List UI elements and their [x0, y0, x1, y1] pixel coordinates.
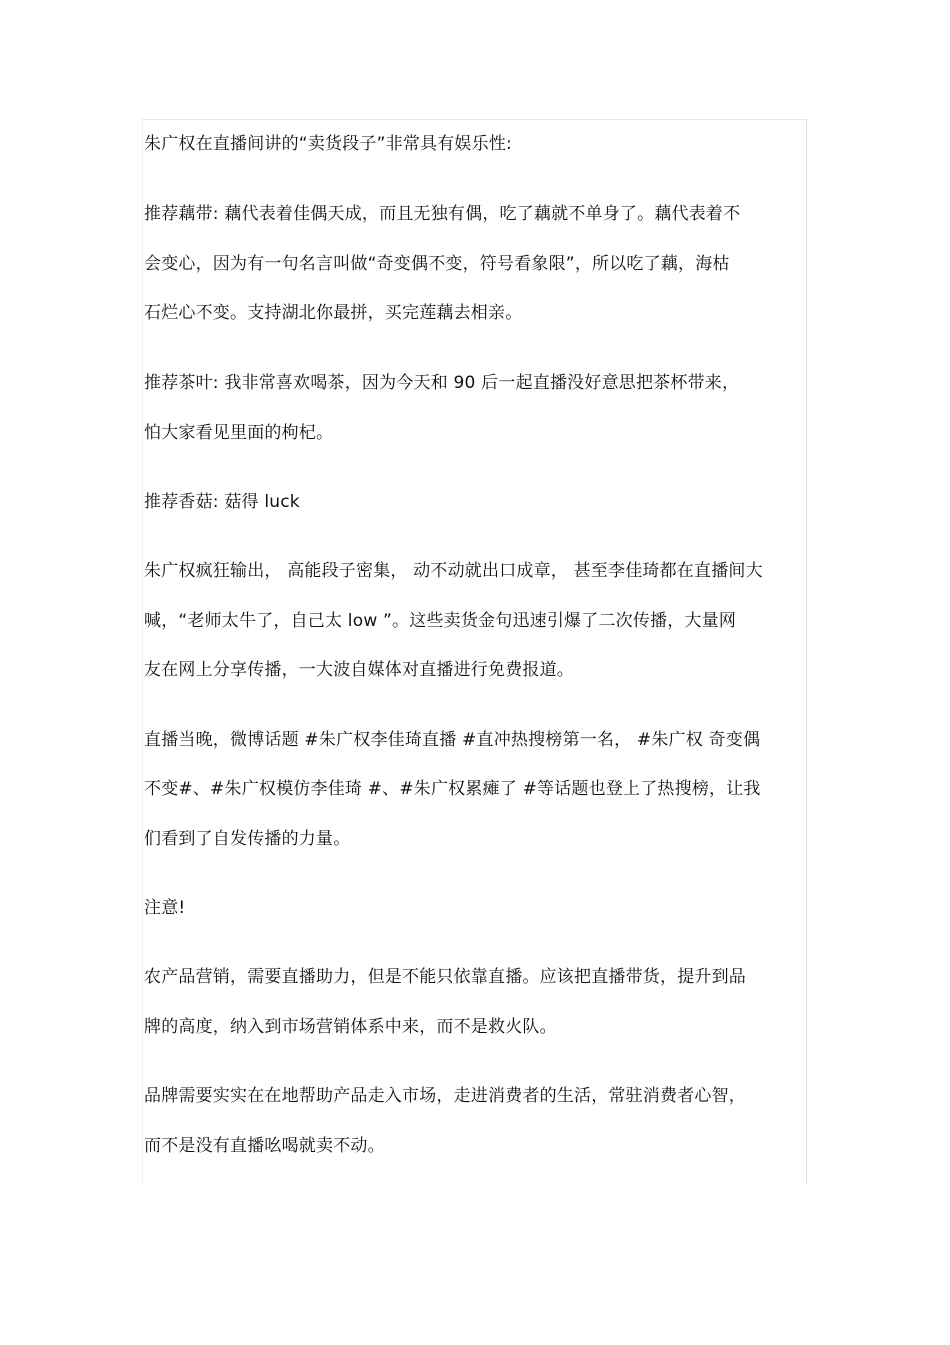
- paragraph-weibo-line-3: 们看到了自发传播的力量。: [144, 829, 351, 849]
- paragraph-output-line-3: 友在网上分享传播，一大波自媒体对直播进行免费报道。: [144, 660, 574, 680]
- paragraph-brand-line-2: 而不是没有直播吆喝就卖不动。: [144, 1136, 385, 1156]
- paragraph-tea-line-1: 推荐茶叶: 我非常喜欢喝茶，因为今天和 90 后一起直播没好意思把茶杯带来，: [144, 373, 740, 393]
- paragraph-notice-line-1: 注意!: [144, 898, 186, 918]
- paragraph-intro-line-1: 朱广权在直播间讲的“卖货段子”非常具有娱乐性:: [144, 134, 512, 154]
- paragraph-agri-line-1: 农产品营销，需要直播助力，但是不能只依靠直播。应该把直播带货，提升到品: [144, 967, 746, 987]
- paragraph-lotus-line-3: 石烂心不变。支持湖北你最拼，买完莲藕去相亲。: [144, 303, 523, 323]
- paragraph-lotus-line-2: 会变心，因为有一句名言叫做“奇变偶不变，符号看象限”，所以吃了藕，海枯: [144, 254, 730, 274]
- paragraph-weibo-line-2: 不变#、#朱广权模仿李佳琦 #、#朱广权累瘫了 #等话题也登上了热搜榜，让我: [144, 779, 761, 799]
- paragraph-brand-line-1: 品牌需要实实在在地帮助产品走入市场，走进消费者的生活，常驻消费者心智，: [144, 1086, 746, 1106]
- paragraph-tea-line-2: 怕大家看见里面的枸杞。: [144, 423, 334, 443]
- paragraph-weibo-line-1: 直播当晚，微博话题 #朱广权李佳琦直播 #直冲热搜榜第一名， #朱广权 奇变偶: [144, 730, 761, 750]
- paragraph-mushroom-line-1: 推荐香菇: 菇得 luck: [144, 492, 300, 512]
- paragraph-lotus-line-1: 推荐藕带: 藕代表着佳偶天成，而且无独有偶，吃了藕就不单身了。藕代表着不: [144, 204, 741, 224]
- paragraph-output-line-1: 朱广权疯狂输出， 高能段子密集， 动不动就出口成章， 甚至李佳琦都在直播间大: [144, 561, 763, 581]
- paragraph-output-line-2: 喊，“老师太牛了，自己太 low ”。这些卖货金句迅速引爆了二次传播，大量网: [144, 611, 737, 631]
- paragraph-agri-line-2: 牌的高度，纳入到市场营销体系中来，而不是救火队。: [144, 1017, 557, 1037]
